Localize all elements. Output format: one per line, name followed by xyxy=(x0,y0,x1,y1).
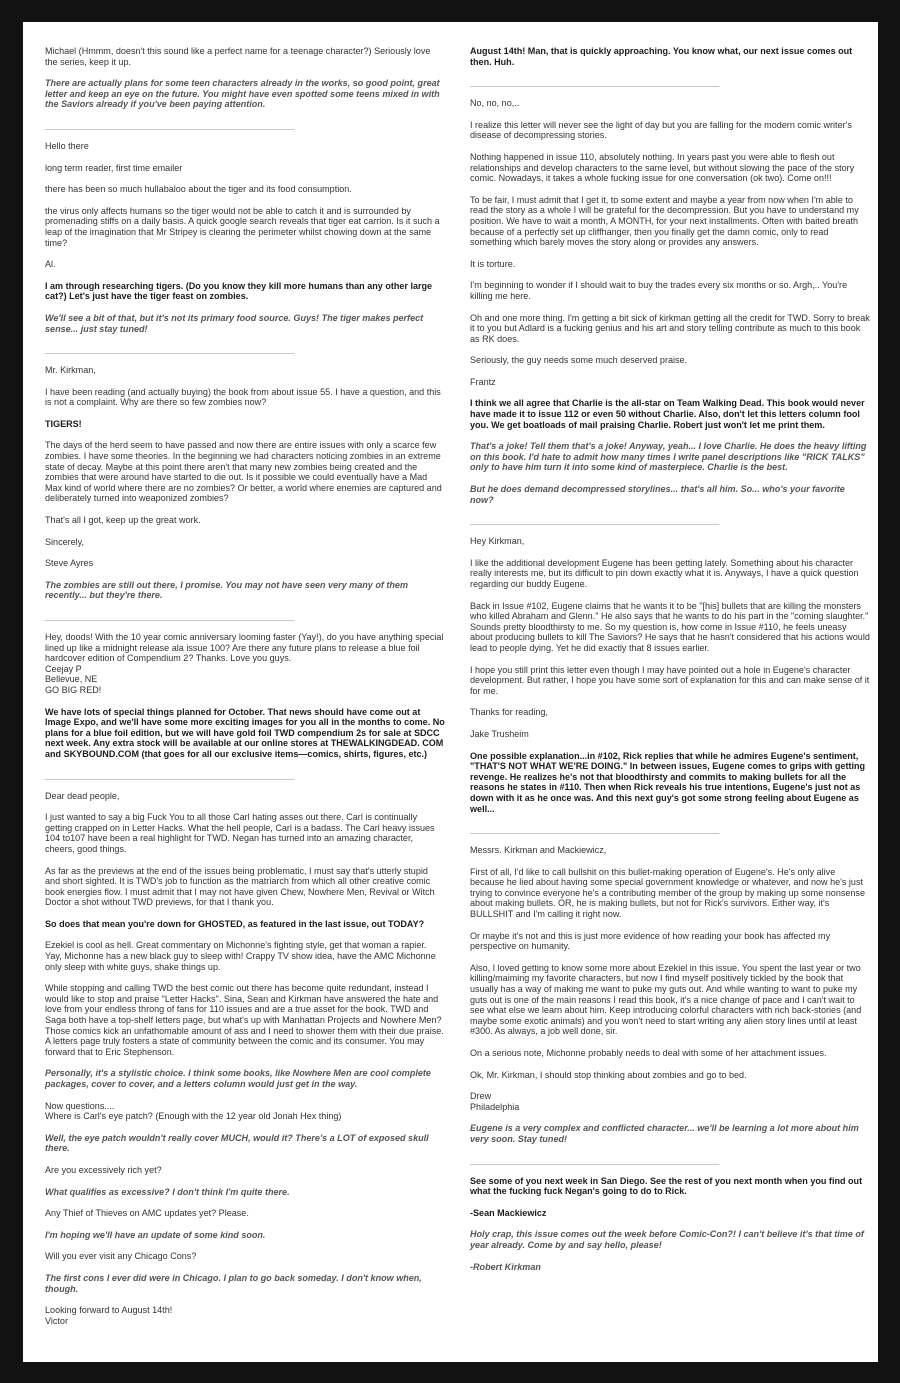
letters-page xyxy=(23,22,878,1362)
letter-paragraph: Nothing happened in issue 110, absolutely nothing. In years past you were able to flesh out relationships and develop characters to the same level, but without slowing the pace of the story comic. Nowadays, it takes a whole fucking issue for one conversation (ok two). Come on!!! xyxy=(470,151,855,184)
letter-paragraph: Thanks for reading, xyxy=(470,707,548,718)
letter-paragraph: Seriously, the guy needs some much deserved praise. xyxy=(470,355,688,366)
editor-response: I am through researching tigers. (Do you know they kill more humans than any other large cat?) Let's just have the tiger feast on zombies. xyxy=(45,280,433,302)
letter-paragraph: While stopping and calling TWD the best comic out there has become quite redundant, instead I would like to stop and praise "Letter Hacks". Sina, Sean and Kirkman have answered the hate and love from your endless throng of fans for 110 issues and are a true asset for the book. TWD and Saga both have a top-shelf letters page, but what's up with Manhattan Projects and Nowhere Men? Those comics kick an unfathomable amount of ass and I need to shower them with their due praise. A letters page truly fosters a state of community between the comic and its consumer. You may forward that to Eric Stephenson. xyxy=(45,983,444,1057)
editor-response: TIGERS! xyxy=(45,418,82,429)
editor-reply: I'm hoping we'll have an update of some kind soon. xyxy=(45,1229,266,1240)
letter-paragraph: Will you ever visit any Chicago Cons? xyxy=(45,1251,197,1262)
letter-paragraph: I realize this letter will never see the light of day but you are falling for the modern comic writer's disease of decompressing stories. xyxy=(470,119,852,141)
letter-paragraph: long term reader, first time emailer xyxy=(45,162,183,173)
editor-reply: There are actually plans for some teen characters already in the works, so good point, great letter and keep an eye on the future. You might have even spotted some teens mixed in with the Saviors already if you've been paying attention. xyxy=(45,78,440,110)
letter-paragraph: Hey, doods! With the 10 year comic anniversary looming faster (Yay!), do you have anything special lined up like a midnight release ala issue 100? Are there any future plans to release a blue foil hardcover edition of Compendium 2? Thanks. Love you guys. Ceejay P Bellevue, NE GO BIG RED! xyxy=(45,632,444,695)
editor-response: See some of you next week in San Diego. See the rest of you next month when you find out what the fucking fuck Negan's going to do to Rick. xyxy=(470,1175,863,1197)
letter-paragraph: Or maybe it's not and this is just more evidence of how reading your book has affected my perspective on humanity. xyxy=(470,930,831,952)
editor-reply: We'll see a bit of that, but it's not its primary food source. Guys! The tiger makes perfect sense... just stay tuned! xyxy=(45,312,424,334)
editor-response: We have lots of special things planned for October. That news should have come out at Image Expo, and we'll have some more exciting images for you all in the months to come. No plans for a blue foil edition, but we will have gold foil TWD compendium 2s for sale at SDCC next week. Any extra stock will be available at our online stores at THEWALKINGDEAD. COM and SKYBOUND.COM (that goes for all our exclusive items—comics, shirts, figures, etc.) xyxy=(45,706,445,759)
letter-paragraph: The days of the herd seem to have passed and now there are entire issues with only a scarce few zombies. I have some theories. In the beginning we had characters noticing zombies in an extreme state of decay. Maybe at this point there aren't that many new zombies being created and the zombies that were around have started to die out. Is it possible we could eventually have a Mad Max kind of world where there are no zombies? Or better, a world where enemies are captured and deliberately turned into weaponized zombies? xyxy=(45,440,442,504)
editor-reply: But he does demand decompressed storylines... that's all him. So... who's your favorite now? xyxy=(470,484,845,505)
letter-paragraph: the virus only affects humans so the tiger would not be able to catch it and is surrounded by promenading stiffs on a daily basis. A quick google search reveals that tiger eat carrion. Is it such a leap of the imagination that Mr Stripey is clearing the perimeter whilst chowing down at the same time? xyxy=(45,205,440,248)
letter-paragraph: Are you excessively rich yet? xyxy=(45,1164,162,1175)
letter-paragraph: Ok, Mr. Kirkman, I should stop thinking about zombies and go to bed. xyxy=(470,1069,747,1080)
editor-reply: What qualifies as excessive? I don't think I'm quite there. xyxy=(45,1186,290,1197)
editor-reply: -Robert Kirkman xyxy=(470,1261,541,1272)
separator-line: ____________________________________________________________ xyxy=(45,612,294,621)
letter-paragraph: Oh and one more thing. I'm getting a bit sick of kirkman getting all the credit for TWD. Sorry to break it to you but Adlard is a fucking genius and his art and story telling contribute as much to this book as RK does. xyxy=(470,312,870,344)
letter-paragraph: I like the additional development Eugene has been getting lately. Something about his character really interests me, but its difficult to pin down exactly what it is. Anyways, I have a quick question regarding our buddy Eugene. xyxy=(470,557,859,589)
letter-paragraph: Hey Kirkman, xyxy=(470,536,525,547)
letter-paragraph: there has been so much hullabaloo about the tiger and its food consumption. xyxy=(45,184,352,195)
letter-paragraph: Messrs. Kirkman and Mackiewicz, xyxy=(470,845,607,856)
separator-line: ____________________________________________________________ xyxy=(45,770,294,780)
separator-line: ____________________________________________________________ xyxy=(470,825,719,835)
letter-paragraph: I hope you still print this letter even though I may have pointed out a hole in Eugene's character development. But rather, I hope you have some sort of explanation for this and can make sense of it for me. xyxy=(470,664,870,696)
separator-line: ____________________________________________________________ xyxy=(470,1155,719,1165)
letter-paragraph: Dear dead people, xyxy=(45,790,120,801)
letter-paragraph: As far as the previews at the end of the issues being problematic, I must say that's utterly stupid and short sighted. It is TWD's job to function as the matriarch from which all other creative comic book energies flow. I must admit that I may not have given Chew, Nowhere Men, Revival or Witch Doctor a shot without TWD previews, for that I thank you. xyxy=(45,865,435,908)
letter-paragraph: No, no, no,.. xyxy=(470,98,520,109)
left-column xyxy=(45,46,445,1337)
editor-response: So does that mean you're down for GHOSTED, as featured in the last issue, out TODAY? xyxy=(45,918,425,929)
letter-paragraph: To be fair, I must admit that I get it, to some extent and maybe a year from now when I'm able to read the story as a whole I will be grateful for the decompression. But you have to understand my position. We have to wait a month, A MONTH, for your next installments. Often with baited breath because of a perfectly set up cliffhanger, then you finally get the damn comic, only to read something which barely moves the story along or provides any answers. xyxy=(470,194,859,248)
editor-reply: The first cons I ever did were in Chicago. I plan to go back someday. I don't know when, though. xyxy=(45,1272,422,1294)
letter-paragraph: Al. xyxy=(45,259,56,270)
letter-paragraph: Jake Trusheim xyxy=(470,728,529,739)
letter-paragraph: On a serious note, Michonne probably needs to deal with some of her attachment issues. xyxy=(470,1048,827,1058)
letter-paragraph: First of all, I'd like to call bullshit on this bullet-making operation of Eugene's. He's only alive because he lied about having some special government knowledge or whatever, and now he's just trying to convince everyone he's a contributing member of the group by making up some nonsense about making bullets. OR, he is making bullets, but not for Rick's survivors. Either way, it's BULLSHIT and I'm calling it right now. xyxy=(470,866,865,920)
editor-reply: That's a joke! Tell them that's a joke! Anyway, yeah... I love Charlie. He does the heavy lifting on this book. I'd hate to admit how many times I write panel descriptions like "RICK TALKS" only to have him turn it into some kind of masterpiece. Charlie is the best. xyxy=(470,441,867,473)
letter-paragraph: Hello there xyxy=(45,140,89,151)
letter-paragraph: Michael (Hmmm, doesn't this sound like a perfect name for a teenage character?) Seriously love the series, keep it up. xyxy=(45,46,431,67)
letter-paragraph: Sincerely, xyxy=(45,536,85,547)
right-column xyxy=(470,46,870,1283)
separator-line: ____________________________________________________________ xyxy=(45,345,294,355)
letter-paragraph: Back in Issue #102, Eugene claims that he wants it to be "[his] bullets that are killing the monsters who killed Abraham and Glenn." He also says that he wants to do his part in the "coming slaughter." Sounds pretty bloodthirsty to me. So my question is, how come in Issue #110, he feels uneasy about producing bullets to kill The Saviors? He says that he hasn't considered that his actions would lead to people dying. Yet he did exactly that 8 issues earlier. xyxy=(470,600,870,653)
editor-reply: Well, the eye patch wouldn't really cover MUCH, would it? There's a LOT of exposed skull there. xyxy=(45,1132,429,1154)
separator-line: ____________________________________________________________ xyxy=(470,516,719,526)
editor-reply: Eugene is a very complex and conflicted character... we'll be learning a lot more about him very soon. Stay tuned! xyxy=(470,1123,859,1144)
letter-paragraph: I just wanted to say a big Fuck You to all those Carl hating asses out there. Carl is continually getting crapped on in Letter Hacks. What the hell people, Carl is a badass. The Carl heavy issues 104 to107 have been a real highlight for TWD. Negan has turned into an amazing character, cheers, good things. xyxy=(45,812,435,854)
letter-paragraph: Now questions.... Where is Carl's eye patch? (Enough with the 12 year old Jonah Hex thing) xyxy=(45,1100,342,1122)
separator-line: ____________________________________________________________ xyxy=(470,78,719,88)
editor-reply: The zombies are still out there, I promise. You may not have seen very many of them recently... but they're there. xyxy=(45,579,408,601)
separator-line: ____________________________________________________________ xyxy=(45,120,294,130)
letter-paragraph: It is torture. xyxy=(470,258,516,269)
letter-paragraph: Steve Ayres xyxy=(45,558,94,569)
letter-paragraph: Drew Philadelphia xyxy=(470,1091,520,1112)
letter-paragraph: Mr. Kirkman, xyxy=(45,365,96,376)
editor-reply: Holy crap, this issue comes out the week before Comic-Con?! I can't believe it's that time of year already. Come by and say hello, please! xyxy=(470,1229,864,1250)
editor-response: One possible explanation...in #102, Rick replies that while he admires Eugene's sentiment, "THAT'S NOT WHAT WE'RE DOING." In between issues, Eugene comes to grips with getting revenge. He realizes he's not that bloodthirsty and commits to making bullets for all the reasons he states in #110. Then when Rick reveals his true intentions, Eugene's just not as down with it as he once was. And this next guy's got some strong feeling about Eugene as well... xyxy=(470,750,866,814)
letter-paragraph: Any Thief of Thieves on AMC updates yet? Please. xyxy=(45,1208,249,1219)
letter-paragraph: I have been reading (and actually buying) the book from about issue 55. I have a question, and this is not a complaint. Why are there so few zombies now? xyxy=(45,386,441,408)
letter-paragraph: Looking forward to August 14th! Victor xyxy=(45,1305,173,1326)
letter-paragraph: Frantz xyxy=(470,376,496,387)
editor-reply: Personally, it's a stylistic choice. I think some books, like Nowhere Men are cool complete packages, cover to cover, and a letters column would just get in the way. xyxy=(45,1068,431,1089)
letter-paragraph: That's all I got, keep up the great work. xyxy=(45,515,201,526)
letter-paragraph: Also, I loved getting to know some more about Ezekiel in this issue. You spent the last year or two killing/maiming my favorite characters, but now I find myself positively tickled by the book that usually has a way of making me want to puke my guts out. And while wanting to want to puke my guts out is one of the main reasons I read this book, it's a nice change of pace and I can't wait to see what else we learn about him. Keep introducing colorful characters with rich back-stories (and maybe some exotic animals) and you won't need to start writing any alien story lines until at least #300. As always, a job well done, sir. xyxy=(470,962,862,1037)
editor-response: August 14th! Man, that is quickly approaching. You know what, our next issue comes out then. Huh. xyxy=(470,46,853,67)
letter-paragraph: Ezekiel is cool as hell. Great commentary on Michonne's fighting style, get that woman a rapier. Yay, Michonne has a new black guy to sleep with! Crappy TV show idea, have the AMC Michonne only sleep with white guys, shake things up. xyxy=(45,940,436,972)
editor-response: -Sean Mackiewicz xyxy=(470,1207,547,1218)
letter-paragraph: I'm beginning to wonder if I should wait to buy the trades every six months or so. Argh,.. You're killing me here. xyxy=(470,280,848,301)
editor-response: I think we all agree that Charlie is the all-star on Team Walking Dead. This book would never have made it to issue 112 or even 50 without Charlie. Also, don't let this letters column fool you. We get boatloads of mail praising Charlie. Robert just won't let me print them. xyxy=(470,398,865,430)
